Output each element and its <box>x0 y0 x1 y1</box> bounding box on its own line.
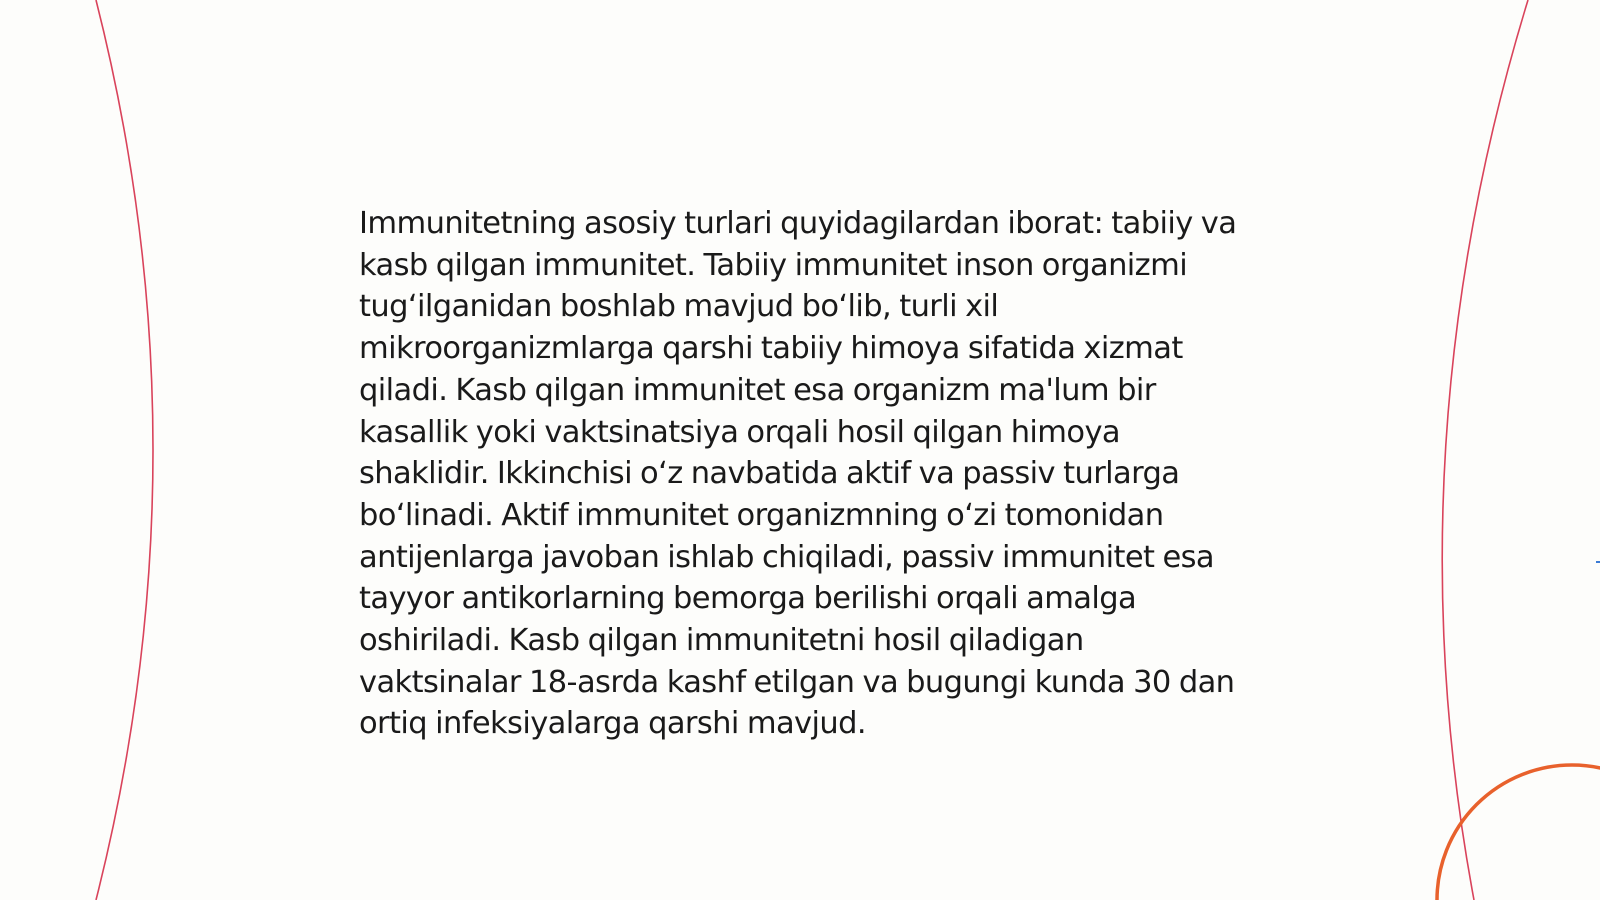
body-paragraph: Immunitetning asosiy turlari quyidagilardan iborat: tabiiy va kasb qilgan immunitet. Tabiiy immunitet inson organizmi tugʻilganidan boshlab mavjud boʻlib, turli xil mikroorganizmlarga qarshi tabiiy himoya sifatida xizmat qiladi. Kasb qilgan immunitet esa organizm ma'lum bir kasallik yoki vaktsinatsiya orqali hosil qilgan himoya shaklidir. Ikkinchisi oʻz navbatida aktif va passiv turlarga boʻlinadi. Aktif immunitet organizmning oʻzi tomonidan antijenlarga javoban ishlab chiqiladi, passiv immunitet esa tayyor antikorlarning bemorga berilishi orqali amalga oshiriladi. Kasb qilgan immunitetni hosil qiladigan vaktsinalar 18-asrda kashf etilgan va bugungi kunda 30 dan ortiq infeksiyalarga qarshi mavjud. <box>359 206 1237 742</box>
right-curve-line <box>1442 0 1528 900</box>
corner-arc <box>1437 765 1600 900</box>
left-curve-line <box>96 0 153 900</box>
